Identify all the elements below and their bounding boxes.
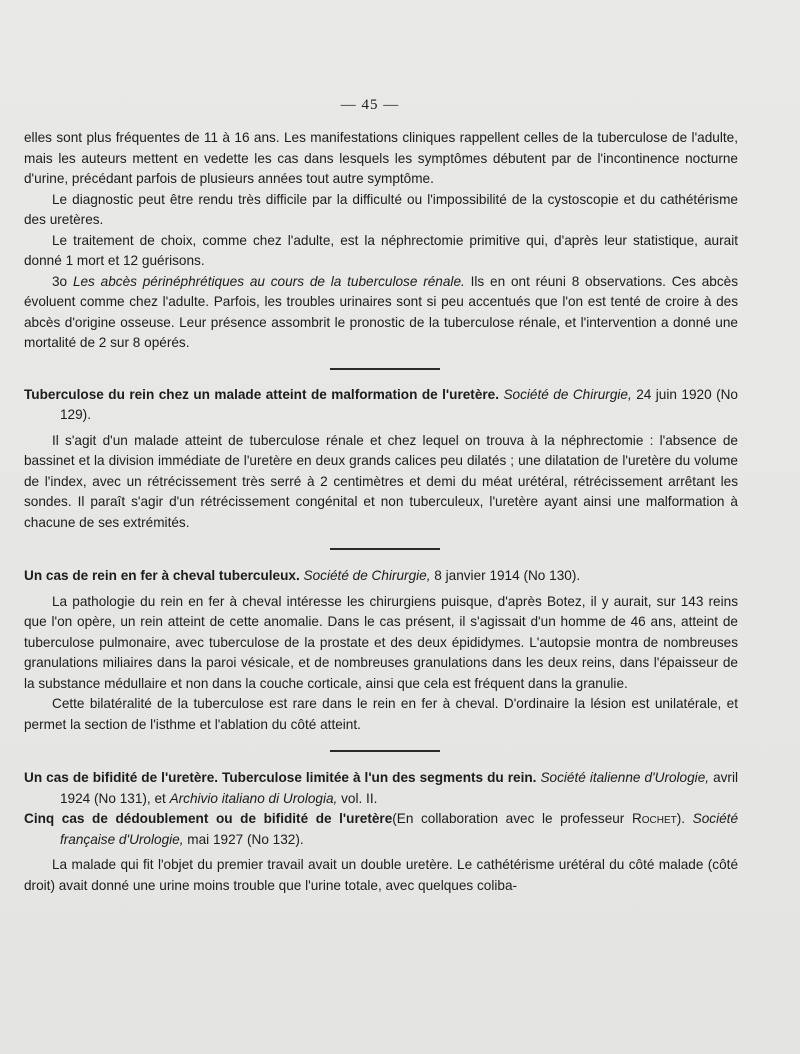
section-1-body: Il s'agit d'un malade atteint de tuberculose rénale et chez lequel on trouva à la néphrectomie : l'absence de bassinet et la division immédiate de l'uretère en deux grands calices peu dilatés ; une dilatation de l'uretère du volume de l'index, avec un rétrécissement très serré à 2 centimètres et demi du méat urétéral, rétrécissement arrêtant les sondes. Il paraît s'agir d'un rétrécissement congénital et non tuberculeux, l'uretère ayant ainsi une malformation à chacune de ses extrémités. bbox=[24, 432, 738, 530]
item-text: Ils en ont réuni 8 observations. Ces abcès évoluent comme chez l'adulte. Parfois, les troubles urinaires sont si peu accentués que l'on est tenté de croire à des abcès d'origine osseuse. Leur présence assombrit le pronostic de la tuberculose rénale, et l'intervention a donné une mortalité de 2 sur 8 opérés. bbox=[24, 273, 738, 350]
section-divider bbox=[330, 750, 440, 752]
intro-paragraph-1: elles sont plus fréquentes de 11 à 16 ans. Les manifestations cliniques rappellent celles de la tuberculose de l'adulte, mais les auteurs mettent en vedette les cas dans lesquels les symptômes débutent par de l'incontinence nocturne d'urine, précédant parfois de plusieurs années tout autre symptôme. bbox=[24, 130, 738, 186]
section-4-heading bbox=[24, 809, 738, 850]
section-2-body-2: Cette bilatéralité de la tuberculose est rare dans le rein en fer à cheval. D'ordinaire la lésion est unilatérale, et permet la section de l'isthme et l'ablation du côté atteint. bbox=[24, 696, 738, 732]
section-1-heading bbox=[24, 385, 738, 426]
intro-paragraph-3: Le traitement de choix, comme chez l'adulte, est la néphrectomie primitive qui, d'après leur statistique, aurait donné 1 mort et 12 guérisons. bbox=[24, 232, 738, 268]
section-1-date: 24 juin 1920 (No 129). bbox=[60, 386, 738, 422]
intro-paragraph-2: Le diagnostic peut être rendu très difficile par la difficulté ou l'impossibilité de la cystoscopie et du cathétérisme des uretères. bbox=[24, 191, 738, 227]
intro-paragraph-4 bbox=[24, 272, 738, 354]
item-heading: Les abcès périnéphrétiques au cours de la tuberculose rénale. bbox=[72, 273, 465, 289]
item-number: 3o bbox=[52, 273, 68, 289]
section-2-date: 8 janvier 1914 (No 130). bbox=[434, 568, 581, 583]
section-1-source: Société de Chirurgie, bbox=[503, 386, 632, 402]
section-4-date: mai 1927 (No 132). bbox=[187, 831, 304, 847]
section-3-source: Société italienne d'Urologie, bbox=[540, 770, 710, 785]
section-4-collab-name: Rochet bbox=[631, 811, 677, 826]
section-3-title: Un cas de bifidité de l'uretère. Tuberculose limitée à l'un des segments du rein. bbox=[24, 770, 537, 785]
section-2-heading bbox=[24, 566, 738, 587]
section-4-collab: (En collaboration avec le professeur bbox=[392, 811, 625, 826]
section-4-source: Société française d'Urologie, bbox=[60, 811, 739, 847]
page-number: — 45 — bbox=[340, 97, 400, 113]
section-4-collab-end: ). bbox=[676, 811, 686, 826]
section-3-heading bbox=[24, 768, 738, 809]
section-3-source-2: Archivio italiano di Urologia, bbox=[169, 790, 338, 806]
section-3-date: avril 1924 (No 131), et bbox=[60, 770, 739, 806]
section-4-title: Cinq cas de dédoublement ou de bifidité de l'uretère bbox=[24, 811, 393, 826]
page-content bbox=[24, 128, 738, 896]
section-2-title: Un cas de rein en fer à cheval tuberculeux. bbox=[24, 568, 300, 583]
section-divider bbox=[330, 368, 440, 370]
section-3-volume: vol. II. bbox=[341, 790, 378, 806]
section-2-source: Société de Chirurgie, bbox=[303, 568, 431, 583]
section-divider bbox=[330, 548, 440, 550]
section-3-body: La malade qui fit l'objet du premier travail avait un double uretère. Le cathétérisme urétéral du côté malade (côté droit) avait donné une urine moins trouble que l'urine totale, avec quelques coliba- bbox=[24, 857, 738, 893]
section-1-title: Tuberculose du rein chez un malade atteint de malformation de l'uretère. bbox=[24, 386, 500, 402]
section-2-body-1: La pathologie du rein en fer à cheval intéresse les chirurgiens puisque, d'après Botez, il y aurait, sur 143 reins que l'on opère, un rein atteint de cette anomalie. Dans le cas présent, il s'agissait d'un homme de 46 ans, atteint de tuberculose pulmonaire, avec tuberculose de la prostate et des deux épididymes. L'autopsie montra de nombreuses granulations miliaires dans la paroi vésicale, et de nombreuses granulations dans les deux reins, dans l'épaisseur de la substance médullaire et non dans la couche corticale, ainsi que cela est fréquent dans la granulie. bbox=[24, 593, 738, 691]
